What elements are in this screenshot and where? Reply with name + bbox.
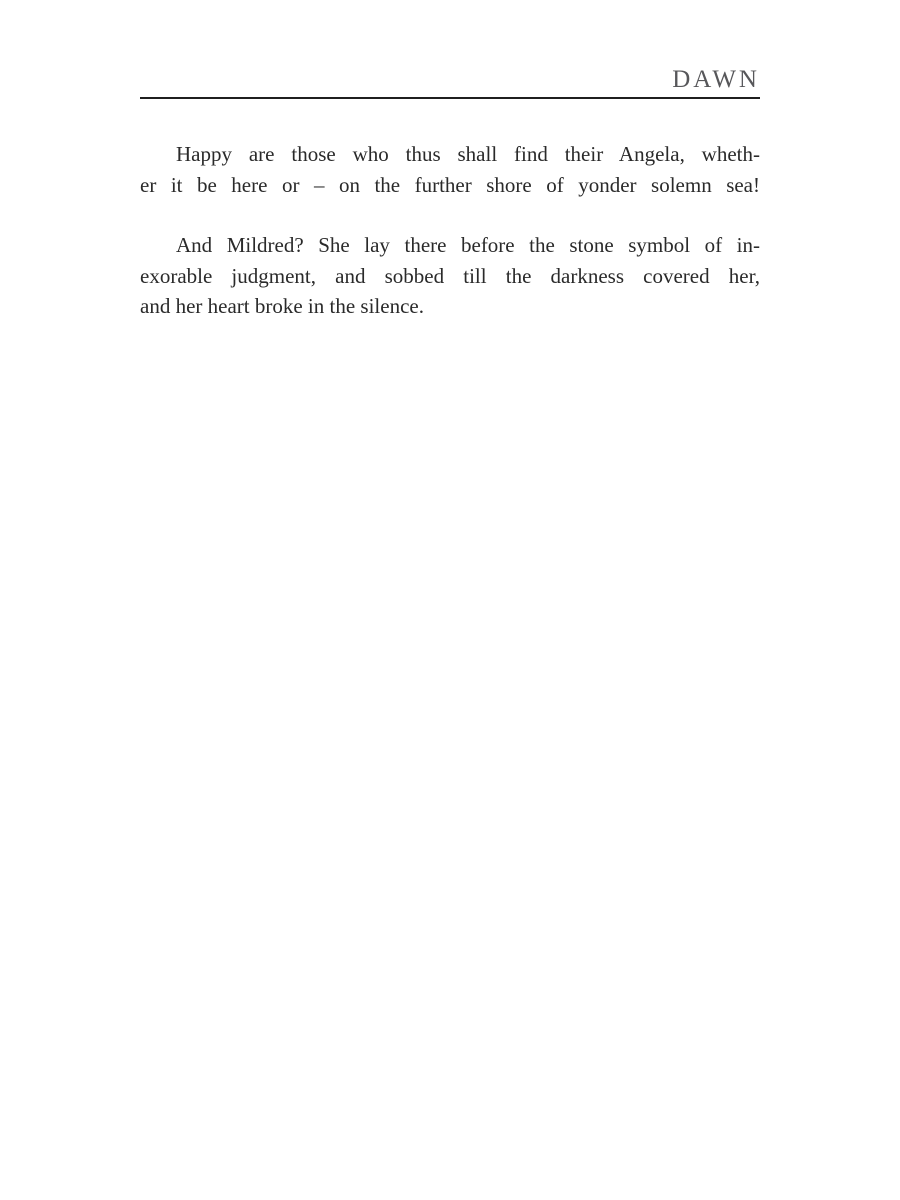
header-rule <box>140 97 760 99</box>
running-header <box>140 0 760 94</box>
paragraph <box>140 230 760 322</box>
paragraph <box>140 139 760 200</box>
text-line: er it be here or – on the further shore of yonder solemn sea! <box>140 172 760 197</box>
text-line: and her heart broke in the silence. <box>140 294 424 318</box>
running-header-title: DAWN <box>672 66 760 93</box>
text-line: Happy are those who thus shall find their Angela, wheth- <box>176 142 760 166</box>
text-line: exorable judgment, and sobbed till the darkness covered her, <box>140 263 760 288</box>
body-text <box>140 139 760 322</box>
text-line: And Mildred? She lay there before the stone symbol of in- <box>176 233 760 257</box>
page-content <box>140 0 760 322</box>
